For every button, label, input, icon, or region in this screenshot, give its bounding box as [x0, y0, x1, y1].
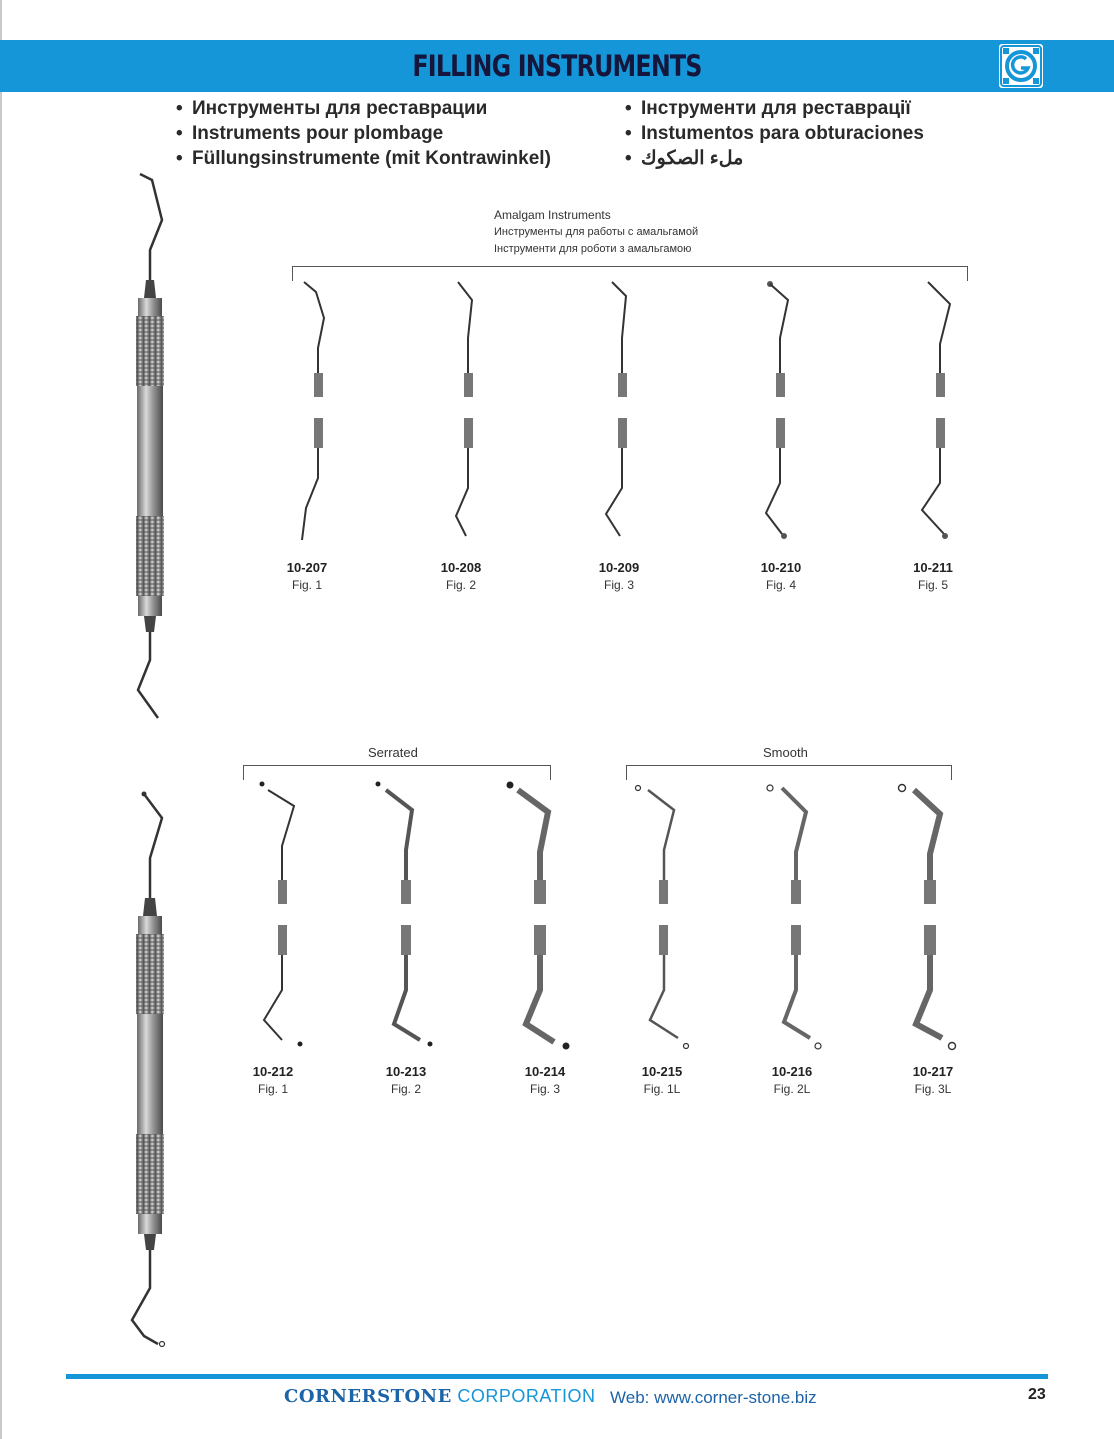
item-code: 10-216: [771, 1064, 813, 1079]
item-code: 10-213: [385, 1064, 427, 1079]
company-name-light: CORPORATION: [457, 1386, 596, 1406]
item-fig: Fig. 1: [291, 578, 322, 592]
amalgam-label-uk: Інструменти для роботи з амальгамою: [494, 243, 692, 255]
amalgam-label-en: Amalgam Instruments: [494, 208, 611, 222]
item-code: 10-217: [912, 1064, 954, 1079]
smooth-group-label: Smooth: [763, 745, 808, 760]
instrument-10-210: [760, 278, 810, 553]
cornerstone-logo-icon: [999, 44, 1043, 88]
instrument-10-209: [600, 278, 650, 553]
instrument-10-217: [894, 780, 960, 1057]
item-fig: Fig. 2L: [773, 1082, 811, 1096]
instrument-10-207: [290, 278, 340, 553]
item-fig: Fig. 1L: [643, 1082, 681, 1096]
item-code: 10-212: [252, 1064, 294, 1079]
footer-divider: [66, 1374, 1048, 1379]
bullet-item: • Füllungsinstrumente (mit Kontrawinkel): [176, 148, 551, 169]
page-border: [0, 0, 2, 1439]
bullet-text: Instumentos para obturaciones: [641, 123, 924, 144]
item-code: 10-208: [440, 560, 482, 575]
instrument-10-213: [372, 780, 442, 1055]
instrument-large-plugger: [120, 788, 180, 1358]
instrument-10-215: [630, 780, 696, 1055]
item-code: 10-210: [760, 560, 802, 575]
item-code: 10-214: [524, 1064, 566, 1079]
bullet-list-left: [176, 96, 551, 171]
amalgam-label-ru: Инструменты для работы с амальгамой: [494, 226, 699, 238]
item-fig: Fig. 2: [445, 578, 476, 592]
instrument-large-amalgam: [120, 170, 180, 730]
item-code: 10-209: [598, 560, 640, 575]
footer-company: [284, 1386, 596, 1407]
bullet-list-right: [625, 96, 924, 171]
amalgam-group-label: [494, 207, 698, 258]
page-title: FILLING INSTRUMENTS: [412, 49, 702, 83]
item-fig: Fig. 2: [390, 1082, 421, 1096]
instrument-10-216: [762, 780, 828, 1055]
bullet-item: • Instruments pour plombage: [176, 123, 444, 144]
bullet-item: • Instumentos para obturaciones: [625, 123, 924, 144]
item-fig: Fig. 3: [603, 578, 634, 592]
smooth-bracket: [626, 765, 952, 780]
instrument-10-212: [254, 780, 310, 1055]
item-code: 10-215: [641, 1064, 683, 1079]
company-name-bold: CORNERSTONE: [284, 1386, 452, 1407]
bullet-text: Füllungsinstrumente (mit Kontrawinkel): [192, 148, 551, 169]
footer-web-link[interactable]: Web: www.corner-stone.biz: [610, 1388, 817, 1407]
bullet-item: • ملء الصكوك: [625, 148, 744, 169]
bullet-text: Інструменти для реставрації: [641, 98, 911, 119]
bullet-text: Инструменты для реставрации: [192, 98, 488, 119]
instrument-10-214: [500, 780, 576, 1057]
bullet-text: ملء الصكوك: [641, 148, 744, 169]
item-code: 10-211: [913, 560, 953, 575]
bullet-text: Instruments pour plombage: [192, 123, 444, 144]
instrument-10-208: [442, 278, 492, 553]
item-fig: Fig. 4: [765, 578, 796, 592]
item-fig: Fig. 1: [257, 1082, 288, 1096]
item-code: 10-207: [286, 560, 328, 575]
instrument-10-211: [920, 278, 970, 553]
item-fig: Fig. 5: [917, 578, 948, 592]
item-fig: Fig. 3: [529, 1082, 560, 1096]
item-fig: Fig. 3L: [914, 1082, 952, 1096]
serrated-group-label: Serrated: [368, 745, 418, 760]
bullet-item: • Інструменти для реставрації: [625, 98, 911, 119]
page-number: 23: [1028, 1386, 1046, 1403]
bullet-item: • Инструменты для реставрации: [176, 98, 488, 119]
serrated-bracket: [243, 765, 551, 780]
